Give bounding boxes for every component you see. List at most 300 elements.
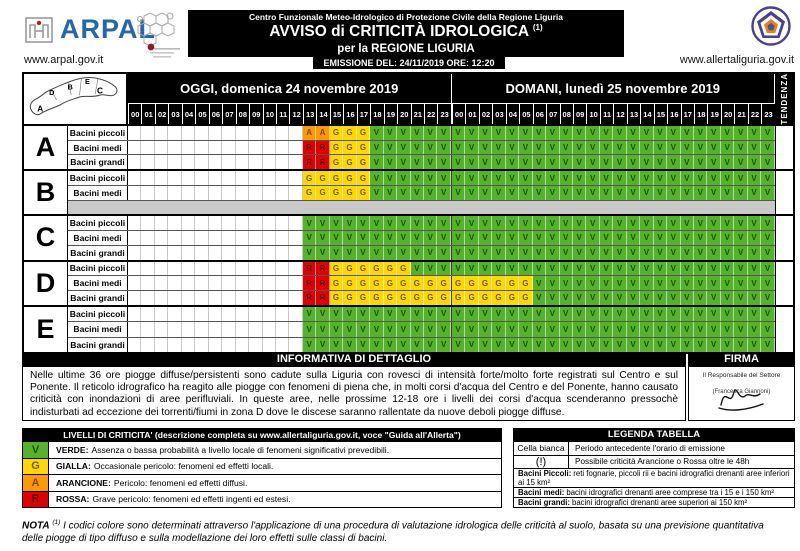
criticality-cell: V: [586, 216, 599, 230]
criticality-cell: [128, 155, 141, 169]
criticality-cell: [249, 246, 262, 260]
table-legend: [513, 441, 795, 508]
criticality-cell: G: [492, 276, 505, 290]
criticality-cell: V: [748, 262, 761, 276]
criticality-cell: V: [479, 186, 492, 200]
criticality-cell: [195, 262, 208, 276]
criticality-cell: V: [573, 338, 586, 352]
criticality-cell: [236, 246, 249, 260]
criticality-cell: V: [654, 262, 667, 276]
criticality-cell: V: [707, 155, 720, 169]
criticality-cell: [182, 276, 195, 290]
criticality-cell: V: [748, 155, 761, 169]
criticality-cell: G: [519, 291, 532, 305]
allerta-url-link[interactable]: www.allertaliguria.gov.it: [679, 54, 794, 66]
criticality-cell: V: [479, 338, 492, 352]
criticality-cell: V: [600, 155, 613, 169]
informativa-boxes: [22, 366, 795, 421]
criticality-cell: [141, 262, 154, 276]
basin-row-label: Bacini medi: [68, 186, 128, 200]
criticality-cell: [222, 246, 235, 260]
centro-funzionale-logo: [126, 4, 188, 62]
criticality-cell: V: [451, 186, 465, 200]
criticality-cell: V: [734, 276, 747, 290]
basin-row-label: Bacini piccoli: [68, 216, 128, 230]
criticality-cell: V: [748, 171, 761, 185]
criticality-cell: [155, 262, 168, 276]
criticality-cell: V: [519, 307, 532, 321]
criticality-cell: V: [721, 246, 734, 260]
criticality-cell: V: [384, 307, 397, 321]
criticality-cell: [195, 171, 208, 185]
criticality-cell: V: [384, 141, 397, 155]
criticality-cell: [128, 262, 141, 276]
criticality-cell: G: [370, 262, 383, 276]
title-main: AVVISO di CRITICITÀ IDROLOGICA $^{(1)}$: [269, 23, 543, 41]
criticality-cell: V: [397, 338, 410, 352]
criticality-cell: [222, 155, 235, 169]
criticality-cell: V: [640, 126, 653, 140]
hour-label: 18: [370, 103, 383, 124]
criticality-cell: G: [465, 276, 478, 290]
criticality-cell: V: [560, 262, 573, 276]
criticality-cell: V: [506, 322, 519, 336]
criticality-cell: V: [357, 246, 370, 260]
zone-rows: [68, 262, 775, 305]
criticality-cell: V: [384, 171, 397, 185]
criticality-cell: V: [707, 216, 720, 230]
zone-block-A: [24, 126, 793, 171]
criticality-cell: V: [667, 171, 680, 185]
hour-cells: [128, 322, 775, 336]
arpal-url-link[interactable]: www.arpal.gov.it: [24, 54, 104, 66]
criticality-cell: V: [721, 291, 734, 305]
criticality-cell: V: [681, 186, 694, 200]
criticality-cell: V: [397, 171, 410, 185]
tendenza-cell: [775, 171, 793, 214]
criticality-cell: V: [411, 126, 424, 140]
hour-label: 01: [465, 103, 478, 124]
criticality-cell: V: [586, 246, 599, 260]
basin-row-label: Bacini grandi: [68, 246, 128, 260]
criticality-cell: [276, 155, 289, 169]
criticality-cell: V: [492, 231, 505, 245]
informativa-text: Nelle ultime 36 ore piogge diffuse/persistenti sono cadute sulla Liguria con rovesci di intensità forte/molto forte registrati sul Centro e sul Ponente. Il reticolo idrografico ha reagito alle piogge con fenomeni di piena che, in molti corsi d'acqua del Centro e del Ponente, hanno causato criticità con inondazioni di aree perifluviali. In queste aree, nelle prossime 12-18 ore i livelli dei corsi d'acqua scenderanno pressochè indisturbati ad eccezione dei torrenti/fiumi in zona D dove le discese saranno rallentate da nuove deboli piogge diffuse.: [22, 366, 686, 421]
criticality-cell: V: [600, 126, 613, 140]
criticality-cell: V: [600, 338, 613, 352]
criticality-cell: V: [627, 307, 640, 321]
criticality-cell: V: [627, 171, 640, 185]
svg-text:D: D: [49, 88, 55, 98]
criticality-cell: G: [384, 262, 397, 276]
criticality-cell: V: [546, 216, 559, 230]
criticality-cell: V: [397, 155, 410, 169]
criticality-cell: V: [519, 231, 532, 245]
criticality-cell: G: [343, 155, 356, 169]
criticality-cell: V: [681, 171, 694, 185]
criticality-cell: R: [303, 291, 316, 305]
liguria-zones-map: [24, 74, 124, 120]
criticality-cell: V: [667, 322, 680, 336]
criticality-cell: [236, 291, 249, 305]
criticality-cell: [289, 246, 302, 260]
criticality-cell: V: [533, 322, 546, 336]
criticality-cell: V: [761, 307, 774, 321]
basin-row: [68, 291, 775, 305]
criticality-cell: V: [721, 216, 734, 230]
criticality-cell: G: [411, 291, 424, 305]
basin-row-label: Bacini grandi: [68, 155, 128, 169]
table-legend-bar: LEGENDA TABELLA: [513, 428, 795, 441]
criticality-cell: V: [437, 171, 450, 185]
hours-row: [128, 103, 775, 124]
criticality-cell: V: [465, 155, 478, 169]
criticality-cell: V: [573, 186, 586, 200]
criticality-cell: V: [437, 216, 450, 230]
criticality-cell: G: [437, 291, 450, 305]
criticality-cell: V: [370, 186, 383, 200]
criticality-cell: [155, 307, 168, 321]
criticality-cell: V: [748, 231, 761, 245]
basin-row: [68, 338, 775, 352]
hour-label: 03: [168, 103, 181, 124]
criticality-table: [22, 72, 795, 354]
criticality-cell: V: [573, 141, 586, 155]
criticality-cell: V: [546, 276, 559, 290]
criticality-cell: [249, 291, 262, 305]
basin-row: [68, 141, 775, 156]
hour-label: 07: [222, 103, 235, 124]
criticality-cell: V: [506, 171, 519, 185]
criticality-cell: V: [586, 291, 599, 305]
criticality-cell: V: [761, 186, 774, 200]
criticality-cell: [128, 126, 141, 140]
criticality-cell: V: [627, 291, 640, 305]
criticality-cell: V: [707, 291, 720, 305]
criticality-cell: V: [370, 216, 383, 230]
criticality-cell: V: [560, 171, 573, 185]
criticality-cell: V: [734, 291, 747, 305]
criticality-cell: [236, 186, 249, 200]
criticality-cell: V: [492, 338, 505, 352]
criticality-cell: V: [330, 322, 343, 336]
criticality-cell: V: [560, 276, 573, 290]
criticality-cell: V: [613, 262, 626, 276]
criticality-cell: V: [627, 216, 640, 230]
criticality-cell: V: [694, 338, 707, 352]
criticality-cell: V: [627, 276, 640, 290]
criticality-cell: V: [654, 155, 667, 169]
criticality-cell: V: [492, 322, 505, 336]
legend-bars: [22, 428, 795, 441]
criticality-cell: V: [519, 338, 532, 352]
criticality-cell: V: [627, 141, 640, 155]
criticality-cell: V: [734, 262, 747, 276]
criticality-cell: V: [411, 171, 424, 185]
hour-label: 06: [209, 103, 222, 124]
criticality-cell: V: [492, 262, 505, 276]
hour-cells: [128, 231, 775, 245]
zone-letter: B: [24, 171, 68, 214]
criticality-cell: V: [627, 155, 640, 169]
criticality-cell: V: [613, 171, 626, 185]
criticality-cell: [276, 262, 289, 276]
zone-rows: [68, 126, 775, 169]
criticality-cell: [168, 231, 181, 245]
criticality-cell: V: [707, 338, 720, 352]
criticality-cell: V: [303, 307, 316, 321]
hour-label: 01: [141, 103, 154, 124]
basin-row: [68, 155, 775, 169]
criticality-cell: [168, 338, 181, 352]
criticality-cell: V: [546, 141, 559, 155]
hour-label: 14: [640, 103, 653, 124]
criticality-cell: V: [667, 126, 680, 140]
criticality-cell: G: [357, 141, 370, 155]
criticality-cell: V: [465, 322, 478, 336]
criticality-cell: V: [681, 231, 694, 245]
criticality-cell: [289, 322, 302, 336]
criticality-cell: G: [303, 171, 316, 185]
criticality-cell: V: [424, 171, 437, 185]
criticality-cell: V: [748, 216, 761, 230]
criticality-cell: [263, 246, 276, 260]
criticality-cell: [236, 171, 249, 185]
criticality-cell: [236, 126, 249, 140]
criticality-cell: [182, 307, 195, 321]
basin-row-label: Bacini medi: [68, 322, 128, 336]
criticality-cell: V: [694, 126, 707, 140]
criticality-cell: [155, 126, 168, 140]
criticality-cell: [263, 216, 276, 230]
criticality-cell: V: [707, 231, 720, 245]
criticality-cell: V: [586, 186, 599, 200]
criticality-cell: [249, 171, 262, 185]
hour-label: 05: [195, 103, 208, 124]
svg-text:C: C: [97, 86, 103, 96]
day2-header: DOMANI, lunedì 25 novembre 2019: [452, 74, 776, 103]
criticality-cell: [195, 155, 208, 169]
criticality-cell: V: [533, 186, 546, 200]
criticality-cell: G: [330, 186, 343, 200]
criticality-cell: V: [506, 246, 519, 260]
criticality-cell: G: [357, 155, 370, 169]
criticality-cell: [128, 291, 141, 305]
zone-letter: D: [24, 262, 68, 305]
tendenza-cell: [775, 307, 793, 352]
criticality-cell: [141, 231, 154, 245]
criticality-cell: V: [707, 141, 720, 155]
criticality-cell: V: [546, 171, 559, 185]
criticality-cell: G: [330, 126, 343, 140]
basin-row-label: Bacini piccoli: [68, 126, 128, 140]
criticality-cell: [182, 141, 195, 155]
criticality-cell: V: [573, 322, 586, 336]
criticality-cell: V: [303, 322, 316, 336]
criticality-cell: [276, 291, 289, 305]
criticality-cell: V: [640, 262, 653, 276]
criticality-cell: V: [519, 155, 532, 169]
basin-row: [68, 171, 775, 186]
criticality-cell: V: [734, 171, 747, 185]
criticality-cell: V: [694, 231, 707, 245]
criticality-cell: V: [492, 246, 505, 260]
criticality-cell: [276, 231, 289, 245]
criticality-cell: V: [667, 186, 680, 200]
criticality-cell: [141, 338, 154, 352]
criticality-cell: [222, 338, 235, 352]
basin-row-label: Bacini medi: [68, 276, 128, 290]
hour-label: 16: [667, 103, 680, 124]
criticality-cell: V: [437, 307, 450, 321]
criticality-cell: R: [303, 276, 316, 290]
criticality-cell: V: [451, 155, 465, 169]
criticality-cell: [168, 307, 181, 321]
criticality-cell: [263, 276, 276, 290]
hour-label: 23: [761, 103, 774, 124]
criticality-cell: V: [627, 231, 640, 245]
criticality-cell: V: [506, 155, 519, 169]
criticality-cell: [222, 307, 235, 321]
criticality-cell: G: [357, 291, 370, 305]
zone-block-D: [24, 262, 793, 307]
basin-row-label: Bacini grandi: [68, 291, 128, 305]
criticality-cell: V: [667, 216, 680, 230]
criticality-cell: V: [411, 155, 424, 169]
criticality-cell: G: [316, 186, 329, 200]
criticality-cell: [155, 276, 168, 290]
criticality-cell: V: [451, 126, 465, 140]
criticality-cell: A: [303, 126, 316, 140]
criticality-cell: [209, 216, 222, 230]
arpal-logo-icon: [24, 15, 54, 45]
criticality-cell: V: [397, 186, 410, 200]
criticality-cell: [182, 216, 195, 230]
criticality-cell: V: [357, 338, 370, 352]
criticality-cell: V: [370, 246, 383, 260]
criticality-cell: [168, 262, 181, 276]
criticality-cell: [195, 322, 208, 336]
criticality-cell: G: [492, 291, 505, 305]
protezione-civile-logo: [751, 6, 791, 46]
criticality-cell: V: [734, 307, 747, 321]
criticality-cell: G: [465, 291, 478, 305]
criticality-cell: V: [640, 155, 653, 169]
criticality-cell: [141, 126, 154, 140]
criticality-cell: [182, 291, 195, 305]
criticality-cell: [276, 276, 289, 290]
criticality-cell: G: [330, 262, 343, 276]
criticality-cell: V: [586, 231, 599, 245]
criticality-cell: V: [316, 231, 329, 245]
criticality-cell: [182, 171, 195, 185]
criticality-cell: V: [627, 126, 640, 140]
signature-scribble: [713, 379, 771, 413]
criticality-cell: G: [370, 291, 383, 305]
criticality-cell: V: [694, 186, 707, 200]
footnote: NOTA $^{(1)}$ I codici colore sono determinati attraverso l'applicazione di una procedura di valutazione idrologica delle criticità al suolo, basata su una previsione quantitativa delle piogge di tipo diffuso e sulla modellazione dei loro effetti sulle classi di bacini.: [22, 519, 764, 544]
criticality-cell: V: [506, 186, 519, 200]
criticality-cell: G: [384, 291, 397, 305]
criticality-cell: V: [694, 291, 707, 305]
criticality-cell: V: [506, 338, 519, 352]
criticality-cell: V: [721, 322, 734, 336]
criticality-cell: V: [734, 322, 747, 336]
emission-date-bar: EMISSIONE DEL: 24/11/2019 ORE: 12:20: [313, 57, 505, 69]
criticality-cell: [289, 231, 302, 245]
criticality-cell: V: [506, 141, 519, 155]
hour-cells: [128, 276, 775, 290]
criticality-cell: V: [411, 262, 424, 276]
criticality-cell: [182, 126, 195, 140]
criticality-cell: [195, 276, 208, 290]
hour-cells: [128, 291, 775, 305]
criticality-cell: V: [533, 231, 546, 245]
basin-row: [68, 322, 775, 337]
criticality-cell: [155, 338, 168, 352]
criticality-cell: V: [627, 338, 640, 352]
criticality-cell: V: [681, 276, 694, 290]
criticality-cell: V: [654, 171, 667, 185]
criticality-cell: V: [465, 338, 478, 352]
criticality-cell: G: [343, 126, 356, 140]
criticality-cell: V: [424, 322, 437, 336]
criticality-cell: V: [519, 126, 532, 140]
criticality-cell: R: [316, 262, 329, 276]
gialla-swatch: G: [23, 459, 49, 475]
hour-label: 12: [613, 103, 626, 124]
criticality-cell: V: [437, 155, 450, 169]
criticality-cell: [236, 338, 249, 352]
criticality-cell: [128, 186, 141, 200]
basin-row-label: Bacini piccoli: [68, 307, 128, 321]
criticality-cell: V: [424, 231, 437, 245]
criticality-cell: V: [694, 171, 707, 185]
criticality-cell: V: [424, 155, 437, 169]
criticality-cell: [128, 322, 141, 336]
criticality-cell: [168, 171, 181, 185]
criticality-cell: G: [506, 291, 519, 305]
criticality-cell: G: [506, 276, 519, 290]
criticality-cell: V: [600, 262, 613, 276]
criticality-cell: G: [357, 171, 370, 185]
criticality-cell: V: [654, 126, 667, 140]
criticality-cell: V: [573, 216, 586, 230]
legend-row-bacini-medi: Bacini medi: bacini idrografici drenanti aree comprese tra i 15 e i 150 km²: [514, 488, 794, 498]
criticality-cell: V: [707, 276, 720, 290]
criticality-cell: [249, 338, 262, 352]
criticality-cell: [168, 322, 181, 336]
criticality-cell: [222, 231, 235, 245]
criticality-cell: [209, 171, 222, 185]
criticality-cell: V: [734, 246, 747, 260]
criticality-cell: V: [533, 246, 546, 260]
criticality-cell: V: [600, 171, 613, 185]
criticality-cell: [249, 141, 262, 155]
criticality-cell: G: [384, 276, 397, 290]
criticality-cell: V: [370, 171, 383, 185]
criticality-cell: G: [451, 291, 465, 305]
basin-row: [68, 186, 775, 201]
criticality-cell: V: [506, 231, 519, 245]
criticality-cell: V: [600, 141, 613, 155]
criticality-cell: [263, 171, 276, 185]
criticality-cell: V: [613, 126, 626, 140]
rossa-swatch: R: [23, 492, 49, 508]
hour-cells: [128, 307, 775, 321]
criticality-cell: V: [640, 231, 653, 245]
criticality-cell: G: [330, 276, 343, 290]
